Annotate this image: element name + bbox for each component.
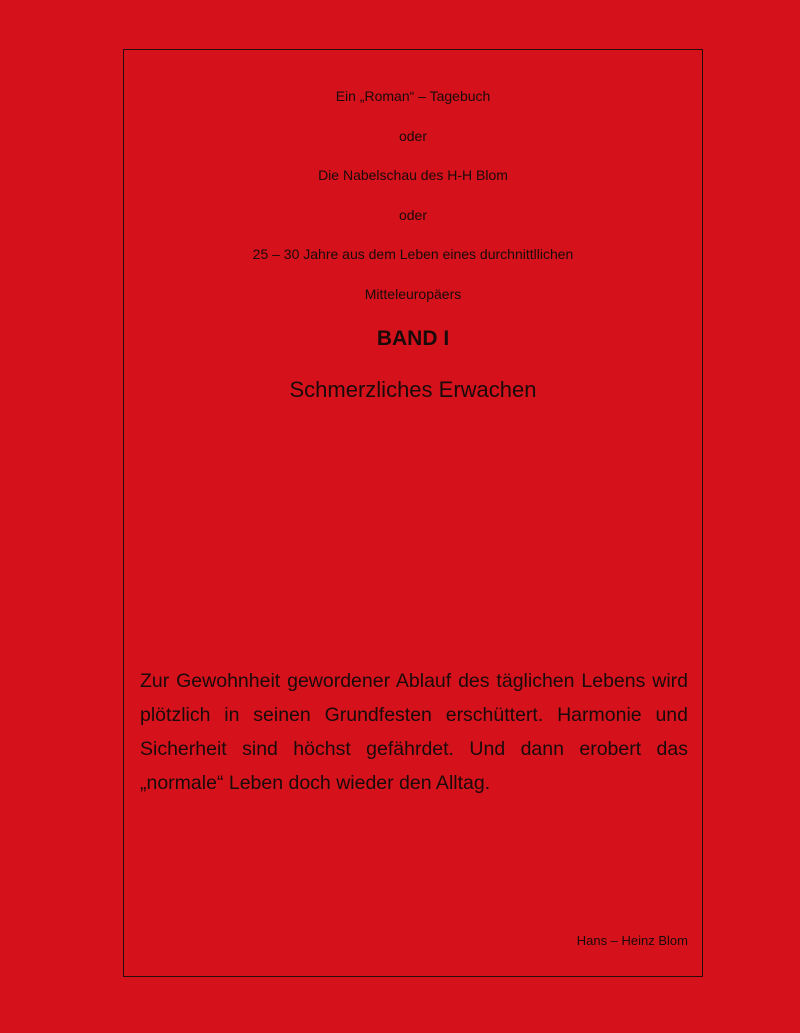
subtitle-heading: Schmerzliches Erwachen: [289, 377, 537, 402]
volume-heading: BAND I: [376, 327, 450, 350]
author-name: Hans – Heinz Blom: [576, 933, 688, 948]
title-line-3: Die Nabelschau des H-H Blom: [318, 167, 508, 183]
title-line-6: Mitteleuropäers: [364, 286, 462, 302]
title-line-5: 25 – 30 Jahre aus dem Leben eines durchnittllichen: [252, 246, 574, 262]
cover-frame: [123, 49, 703, 977]
blurb-paragraph: Zur Gewohnheit gewordener Ablauf des täglichen Lebens wird plötzlich in seinen Grundfesten erschüttert. Harmonie und Sicherheit sind höchst gefährdet. Und dann erobert das „normale“ Leben doch wieder den Alltag.: [140, 670, 688, 794]
title-line-4: oder: [398, 207, 428, 223]
title-line-1: Ein „Roman“ – Tagebuch: [335, 88, 491, 104]
title-line-2: oder: [398, 128, 428, 144]
